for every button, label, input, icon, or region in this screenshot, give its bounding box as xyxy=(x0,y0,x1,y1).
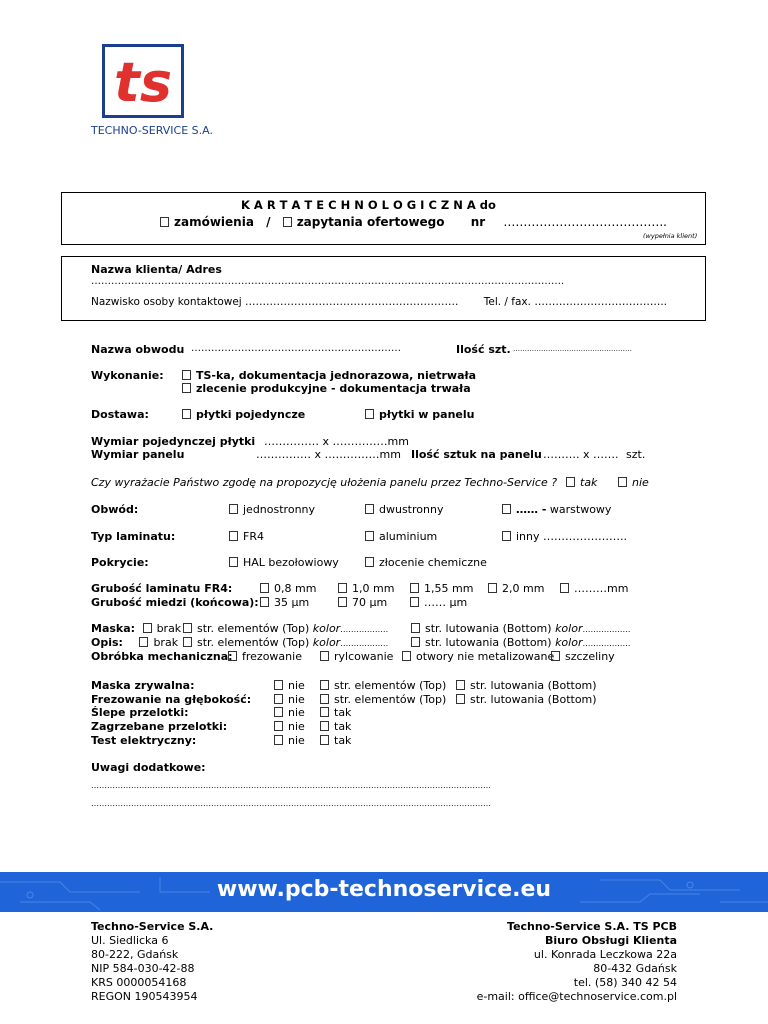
panel-count-label: Ilość sztuk na panelu xyxy=(411,448,542,461)
option-text: tak xyxy=(580,476,598,489)
checkbox[interactable] xyxy=(365,557,374,567)
checkbox[interactable] xyxy=(618,477,627,487)
silk-label: Opis: xyxy=(91,636,123,649)
option-text: 1,55 mm xyxy=(424,582,474,595)
color-label: kolor xyxy=(555,622,583,635)
delivery-label: Dostawa: xyxy=(91,408,149,421)
checkbox[interactable] xyxy=(260,597,269,607)
footer-right-tel: tel. (58) 340 42 54 xyxy=(573,976,677,989)
checkbox[interactable] xyxy=(228,651,237,661)
copper-option-1[interactable] xyxy=(260,596,309,609)
color-label: kolor xyxy=(312,636,341,649)
option-text: nie xyxy=(632,476,649,489)
consent-no[interactable] xyxy=(618,476,649,489)
buried-vias-label: Zagrzebane przelotki: xyxy=(91,720,228,733)
checkbox[interactable] xyxy=(229,504,238,514)
fr4-option-5[interactable] xyxy=(560,582,628,595)
option-text: płytki pojedyncze xyxy=(196,408,306,421)
checkbox-order[interactable] xyxy=(160,217,169,227)
nr-label: nr xyxy=(470,215,486,229)
qty-label: Ilość szt. xyxy=(456,343,511,356)
checkbox[interactable] xyxy=(320,680,329,690)
checkbox[interactable] xyxy=(502,504,511,514)
option-text: 70 µm xyxy=(352,596,388,609)
footer-left-regon: REGON 190543954 xyxy=(91,990,198,1003)
option-text: jednostronny xyxy=(243,503,316,516)
checkbox[interactable] xyxy=(320,707,329,717)
footer-right-city: 80-432 Gdańsk xyxy=(593,962,677,975)
checkbox[interactable] xyxy=(274,721,283,731)
header-options xyxy=(160,215,667,229)
checkbox[interactable] xyxy=(274,680,283,690)
checkbox[interactable] xyxy=(260,583,269,593)
checkbox[interactable] xyxy=(183,623,192,633)
coating-label: Pokrycie: xyxy=(91,556,149,569)
peel-top[interactable] xyxy=(320,679,446,692)
checkbox[interactable] xyxy=(320,721,329,731)
option-text: nie xyxy=(288,720,305,733)
company-logo xyxy=(102,44,184,118)
option-text: str. elementów (Top) xyxy=(334,693,447,706)
footer-left-name: Techno-Service S.A. xyxy=(91,920,214,933)
option-text: 2,0 mm xyxy=(502,582,545,595)
option-text: rylcowanie xyxy=(334,650,394,663)
option-text: warstwowy xyxy=(549,503,612,516)
checkbox-query[interactable] xyxy=(283,217,292,227)
depth-top[interactable] xyxy=(320,693,446,706)
option-text: str. elementów (Top) xyxy=(197,622,310,635)
etest-yes[interactable] xyxy=(320,734,351,747)
option-text: FR4 xyxy=(243,530,264,543)
color-field[interactable]: ……………… xyxy=(340,625,389,634)
checkbox[interactable] xyxy=(488,583,497,593)
color-label: kolor xyxy=(312,622,341,635)
footer-left xyxy=(91,920,213,1004)
mask-row xyxy=(91,622,181,635)
delivery-option-2[interactable] xyxy=(365,408,474,421)
option-text: brak xyxy=(153,636,179,649)
remarks-line-2[interactable]: …………………………………………………………………………………………………………………………………… xyxy=(91,799,491,808)
checkbox[interactable] xyxy=(502,531,511,541)
option-text: otwory nie metalizowane xyxy=(416,650,555,663)
circuit-option-1[interactable] xyxy=(229,503,315,516)
mech-label: Obróbka mechaniczna: xyxy=(91,650,233,663)
option-text: HAL bezołowiowy xyxy=(243,556,339,569)
delivery-option-1[interactable] xyxy=(182,408,305,421)
nr-field[interactable]: ………………………………….. xyxy=(503,215,667,229)
execution-label: Wykonanie: xyxy=(91,369,164,382)
contact-field[interactable]: ……………………………………………………. xyxy=(245,296,459,308)
color-field[interactable]: ……………… xyxy=(340,639,389,648)
checkbox[interactable] xyxy=(410,597,419,607)
checkbox[interactable] xyxy=(320,694,329,704)
fill-note: (wypełnia klient) xyxy=(643,232,698,240)
checkbox[interactable] xyxy=(182,383,191,393)
option-text: str. elementów (Top) xyxy=(334,679,447,692)
tel-label: Tel. / fax. xyxy=(483,296,531,308)
copper-label: Grubość miedzi (końcowa): xyxy=(91,596,259,609)
mech-option-2[interactable] xyxy=(320,650,393,663)
laminate-label: Typ laminatu: xyxy=(91,530,176,543)
checkbox[interactable] xyxy=(229,531,238,541)
silk-top-option[interactable] xyxy=(183,636,388,649)
option-text: inny ………………….. xyxy=(516,530,627,543)
option-text: nie xyxy=(288,693,305,706)
laminate-option-2[interactable] xyxy=(365,530,437,543)
checkbox[interactable] xyxy=(274,735,283,745)
company-name: TECHNO-SERVICE S.A. xyxy=(91,124,213,137)
circuit-option-2[interactable] xyxy=(365,503,443,516)
option-text: frezowanie xyxy=(242,650,302,663)
checkbox[interactable] xyxy=(338,583,347,593)
client-name-field[interactable]: ……………………………………………………………………………………………………………………………. xyxy=(91,276,565,287)
checkbox[interactable] xyxy=(229,557,238,567)
option-order: zamówienia xyxy=(174,215,254,229)
checkbox[interactable] xyxy=(365,409,374,419)
mask-label: Maska: xyxy=(91,622,136,635)
buried-no[interactable] xyxy=(274,720,305,733)
checkbox[interactable] xyxy=(365,504,374,514)
option-text: tak xyxy=(334,706,352,719)
blind-vias-label: Ślepe przelotki: xyxy=(91,706,189,719)
peel-mask-label: Maska zrywalna: xyxy=(91,679,195,692)
laminate-option-1[interactable] xyxy=(229,530,264,543)
copper-option-3[interactable] xyxy=(410,596,467,609)
checkbox[interactable] xyxy=(320,735,329,745)
checkbox[interactable] xyxy=(551,651,560,661)
option-text: 1,0 mm xyxy=(352,582,395,595)
logo-letters: ts xyxy=(114,51,172,114)
option-text: nie xyxy=(288,734,305,747)
fr4-thickness-label: Grubość laminatu FR4: xyxy=(91,582,233,595)
option-text: szczeliny xyxy=(565,650,615,663)
checkbox[interactable] xyxy=(456,680,465,690)
form-title: K A R T A T E C H N O L O G I C Z N A do xyxy=(241,198,496,212)
option-text: str. lutowania (Bottom) xyxy=(470,679,597,692)
checkbox[interactable] xyxy=(410,583,419,593)
checkbox[interactable] xyxy=(560,583,569,593)
fr4-option-1[interactable] xyxy=(260,582,316,595)
coating-option-2[interactable] xyxy=(365,556,487,569)
checkbox[interactable] xyxy=(338,597,347,607)
depth-milling-label: Frezowanie na głębokość: xyxy=(91,693,252,706)
panel-count-field[interactable]: ………. x ……. xyxy=(543,448,619,461)
checkbox[interactable] xyxy=(143,623,152,633)
checkbox[interactable] xyxy=(139,637,148,647)
footer-right-email[interactable]: e-mail: office@technoservice.com.pl xyxy=(476,990,677,1003)
layer-count-field[interactable]: …… - xyxy=(516,503,547,516)
checkbox[interactable] xyxy=(183,637,192,647)
checkbox[interactable] xyxy=(320,651,329,661)
client-name-label: Nazwa klienta/ Adres xyxy=(91,263,222,276)
checkbox[interactable] xyxy=(411,623,420,633)
panel-dim-field[interactable]: …………… x ……………mm xyxy=(256,448,401,461)
mech-option-1[interactable] xyxy=(228,650,302,663)
consent-yes[interactable] xyxy=(566,476,597,489)
option-text: str. lutowania (Bottom) xyxy=(425,636,552,649)
option-text: tak xyxy=(334,720,352,733)
blind-no[interactable] xyxy=(274,706,305,719)
checkbox[interactable] xyxy=(182,370,191,380)
option-text: brak xyxy=(156,622,182,635)
mask-bottom-option[interactable] xyxy=(411,622,630,635)
footer-right-street: ul. Konrada Leczkowa 22a xyxy=(533,948,677,961)
panel-dim-label: Wymiar panelu xyxy=(91,448,185,461)
single-dim-field[interactable]: …………… x ……………mm xyxy=(264,435,409,448)
fr4-option-3[interactable] xyxy=(410,582,473,595)
option-text: 35 µm xyxy=(274,596,310,609)
option-text: str. elementów (Top) xyxy=(197,636,310,649)
color-field[interactable]: ……………… xyxy=(582,625,631,634)
etest-label: Test elektryczny: xyxy=(91,734,197,747)
checkbox[interactable] xyxy=(274,694,283,704)
checkbox[interactable] xyxy=(274,707,283,717)
qty-field[interactable]: …………………………………………… xyxy=(513,345,632,353)
option-text: nie xyxy=(288,706,305,719)
checkbox[interactable] xyxy=(402,651,411,661)
execution-option-2[interactable] xyxy=(182,382,471,395)
depth-bottom[interactable] xyxy=(456,693,597,706)
coating-option-1[interactable] xyxy=(229,556,339,569)
option-text: 0,8 mm xyxy=(274,582,317,595)
circuit-name-field[interactable]: ……………………………………………………… xyxy=(191,343,401,354)
etest-no[interactable] xyxy=(274,734,305,747)
footer-left-nip: NIP 584-030-42-88 xyxy=(91,962,195,975)
footer-left-city: 80-222, Gdańsk xyxy=(91,948,179,961)
option-text: str. lutowania (Bottom) xyxy=(470,693,597,706)
option-text: złocenie chemiczne xyxy=(379,556,487,569)
option-text: nie xyxy=(288,679,305,692)
footer-right xyxy=(477,920,677,1004)
circuit-name-label: Nazwa obwodu xyxy=(91,343,185,356)
option-text: str. lutowania (Bottom) xyxy=(425,622,552,635)
option-text: TS-ka, dokumentacja jednorazowa, nietrwała xyxy=(196,369,477,382)
footer-left-krs: KRS 0000054168 xyxy=(91,976,187,989)
mech-option-4[interactable] xyxy=(551,650,615,663)
peel-bottom[interactable] xyxy=(456,679,597,692)
checkbox[interactable] xyxy=(182,409,191,419)
tel-field[interactable]: ……………………………….. xyxy=(534,296,668,308)
footer-right-office: Biuro Obsługi Klienta xyxy=(545,934,677,947)
header-separator: / xyxy=(266,215,271,229)
option-text: ………mm xyxy=(574,582,629,595)
checkbox[interactable] xyxy=(365,531,374,541)
laminate-option-3[interactable] xyxy=(502,530,627,543)
circuit-label: Obwód: xyxy=(91,503,139,516)
contact-row xyxy=(91,296,667,308)
circuit-option-3[interactable] xyxy=(502,503,611,516)
option-text: zlecenie produkcyjne - dokumentacja trwała xyxy=(196,382,471,395)
checkbox[interactable] xyxy=(411,637,420,647)
footer-left-street: Ul. Siedlicka 6 xyxy=(91,934,169,947)
option-text: tak xyxy=(334,734,352,747)
mech-option-3[interactable] xyxy=(402,650,554,663)
single-dim-label: Wymiar pojedynczej płytki xyxy=(91,435,256,448)
panel-count-unit: szt. xyxy=(626,448,646,461)
silk-row xyxy=(91,636,178,649)
color-field[interactable]: ……………… xyxy=(582,639,631,648)
mask-top-option[interactable] xyxy=(183,622,388,635)
checkbox[interactable] xyxy=(456,694,465,704)
buried-yes[interactable] xyxy=(320,720,351,733)
blind-yes[interactable] xyxy=(320,706,351,719)
color-label: kolor xyxy=(555,636,583,649)
contact-label: Nazwisko osoby kontaktowej xyxy=(91,296,242,308)
option-text: …… µm xyxy=(424,596,468,609)
remarks-line-1[interactable]: …………………………………………………………………………………………………………………………………… xyxy=(91,781,491,790)
website-url[interactable]: www.pcb-technoservice.eu xyxy=(216,877,552,902)
consent-question: Czy wyrażacie Państwo zgodę na propozycję ułożenia panelu przez Techno-Service ? xyxy=(91,476,558,489)
footer-right-name: Techno-Service S.A. TS PCB xyxy=(507,920,677,933)
execution-option-1[interactable] xyxy=(182,369,476,382)
depth-no[interactable] xyxy=(274,693,305,706)
peel-no[interactable] xyxy=(274,679,305,692)
fr4-option-4[interactable] xyxy=(488,582,544,595)
copper-option-2[interactable] xyxy=(338,596,387,609)
checkbox[interactable] xyxy=(566,477,575,487)
website-banner xyxy=(0,872,768,912)
remarks-label: Uwagi dodatkowe: xyxy=(91,761,206,774)
option-text: płytki w panelu xyxy=(379,408,475,421)
option-query: zapytania ofertowego xyxy=(296,215,445,229)
silk-bottom-option[interactable] xyxy=(411,636,630,649)
fr4-option-2[interactable] xyxy=(338,582,394,595)
option-text: dwustronny xyxy=(379,503,444,516)
ts-logo-icon xyxy=(105,47,181,115)
option-text: aluminium xyxy=(379,530,438,543)
